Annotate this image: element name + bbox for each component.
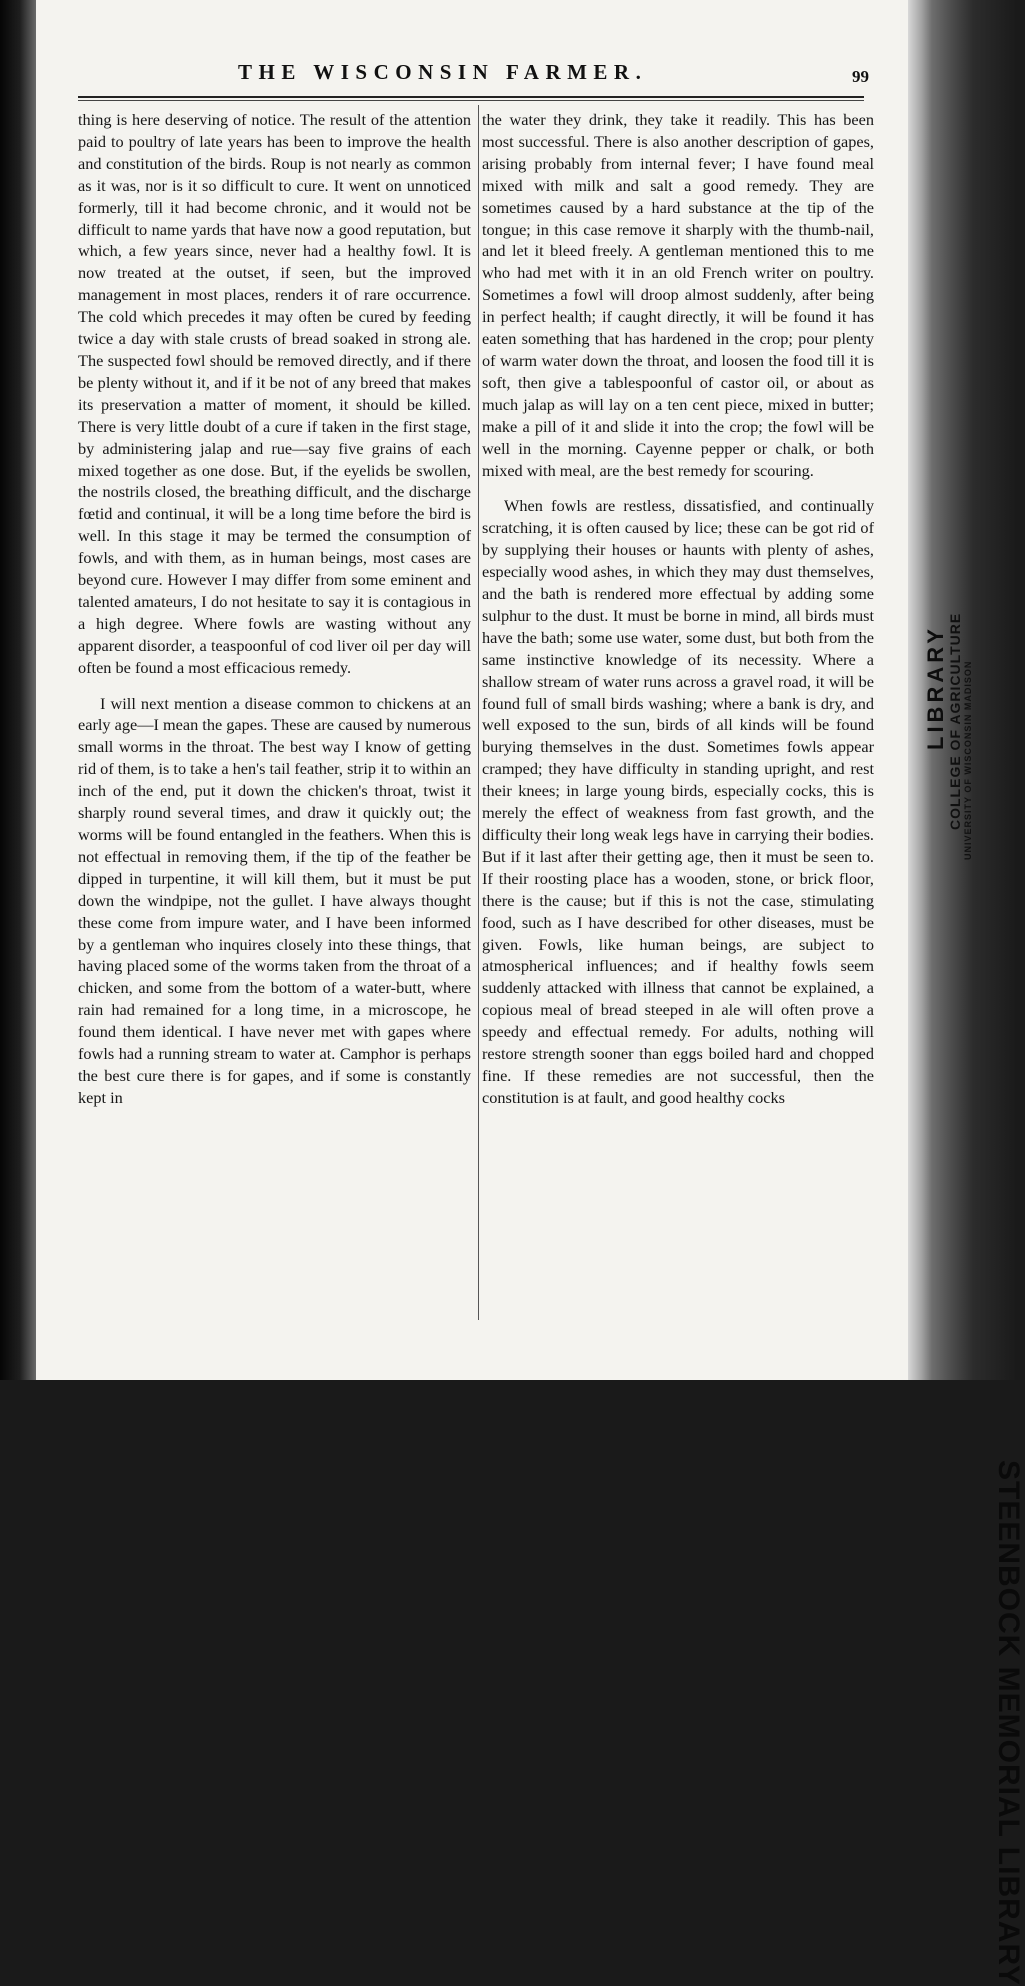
running-header: THE WISCONSIN FARMER.	[238, 60, 648, 84]
stamp-library-text: LIBRARY	[923, 625, 948, 750]
paragraph: When fowls are restless, dissatisfied, and continually scratching, it is often caused by lice; these can be got rid of by supplying their houses or haunts with plenty of ashes, especially wood ashes, in which they may dust themselves, and the bath is rendered more effectual by adding some sulphur to the dust. It must be borne in mind, all birds must have the bath; some use water, some dust, but both from the same instinctive knowledge of its necessity. Where a shallow stream of water runs across a gravel road, it will be found full of small birds washing; where a bank is dry, and well exposed to the sun, birds of all kinds will be found burying themselves in the dust. Sometimes fowls appear cramped; they have difficulty in standing upright, and rest their knees; in large young birds, especially cocks, this is merely the effect of weakness from fast growth, and the difficulty their long weak legs have in carrying their bodies. But if it last after their getting age, then it must be seen to. If their roosting place has a wooden, stone, or brick floor, there is the cause; but if this is not the case, stimulating food, such as I have described for other diseases, must be given. Fowls, like human beings, are subject to atmospherical influences; and if healthy fowls seem suddenly attacked with illness that cannot be explained, a copious meal of bread steeped in ale will often prove a speedy and effectual remedy. For adults, nothing will restore strength sooner than eggs boiled hard and chopped fine. If these remedies are not successful, then the constitution is at fault, and good healthy cocks	[482, 496, 874, 1107]
header-rule-thin	[78, 100, 864, 101]
page-number: 99	[852, 67, 869, 86]
paragraph: the water they drink, they take it readily. This has been most successful. There is also another description of gapes, arising probably from internal fever; I have found meal mixed with milk and salt a good remedy. They are sometimes caused by a hard substance at the tip of the tongue; in this case remove it sharply with the thumb-nail, and let it bleed freely. A gentleman mentioned this to me who had met with it in an old French writer on poultry. Sometimes a fowl will droop almost suddenly, after being in perfect health; if caught directly, it will be found it has eaten something that has hardened in the crop; pour plenty of warm water down the throat, and loosen the food till it is soft, then give a tablespoonful of castor oil, or about as much jalap as will lay on a ten cent piece, mixed in butter; make a pill of it and slide it into the crop; the fowl will be well in the morning. Cayenne pepper or chalk, or both mixed with meal, are the best remedy for scouring.	[482, 110, 874, 480]
paragraph: thing is here deserving of notice. The result of the attention paid to poultry of late years has been to improve the health and constitution of the birds. Roup is not nearly as common as it was, nor is it so difficult to cure. It went on unnoticed formerly, till it had become chronic, and it would not be difficult to name yards that have now a good reputation, but which, a few years since, never had a healthy fowl. It is now treated at the outset, if seen, but the improved management in most places, renders it of rare occurrence. The cold which precedes it may often be cured by feeding twice a day with stale crusts of bread soaked in strong ale. The suspected fowl should be removed directly, and if there be plenty without it, and if it be not of any breed that makes its preservation a matter of moment, it should be killed. There is very little doubt of a cure if taken in the first stage, by administering jalap and rue—say five grains of each mixed together as one dose. But, if the eyelids be swollen, the nostrils closed, the breathing difficult, and the discharge fœtid and continual, it will be a long time before the bird is well. In this stage it may be termed the consumption of fowls, and with them, as in human beings, most cases are beyond cure. However I may differ from some eminent and talented amateurs, I do not hesitate to say it is contagious in a high degree. Where fowls are wasting without any apparent disorder, a teaspoonful of cod liver oil per day will often be found a most efficacious remedy.	[78, 110, 471, 677]
stamp-university-text: UNIVERSITY OF WISCONSIN MADISON	[963, 660, 973, 860]
header-rule	[78, 96, 864, 98]
stamp-college-text: COLLEGE OF AGRICULTURE	[947, 612, 963, 830]
stamp-steenbock-text: STEENBOCK MEMORIAL LIBRARY	[992, 1460, 1025, 1986]
library-stamp-spine	[908, 0, 1025, 1986]
right-column	[482, 109, 874, 1109]
book-gutter-edge	[0, 0, 36, 1380]
paragraph: I will next mention a disease common to chickens at an early age—I mean the gapes. These are caused by numerous small worms in the throat. The best way I know of getting rid of them, is to take a hen's tail feather, strip it to within an inch of the end, put it down the chicken's throat, twist it sharply round several times, and draw it quickly out; the worms will be found entangled in the feathers. When this is not effectual in removing them, if the tip of the feather be dipped in turpentine, it will kill them, but it must be put down the windpipe, not the gullet. I have always thought these come from impure water, and I have been informed by a gentleman who inquires closely into these things, that having placed some of the worms taken from the throat of a chicken, and some from the bottom of a water-butt, where rain had remained for a long time, in a microscope, he found them identical. I have never met with gapes where fowls had a running stream to water at. Camphor is perhaps the best cure there is for gapes, and if some is constantly kept in	[78, 693, 471, 1107]
column-divider	[478, 105, 479, 1320]
left-column	[78, 109, 471, 1109]
